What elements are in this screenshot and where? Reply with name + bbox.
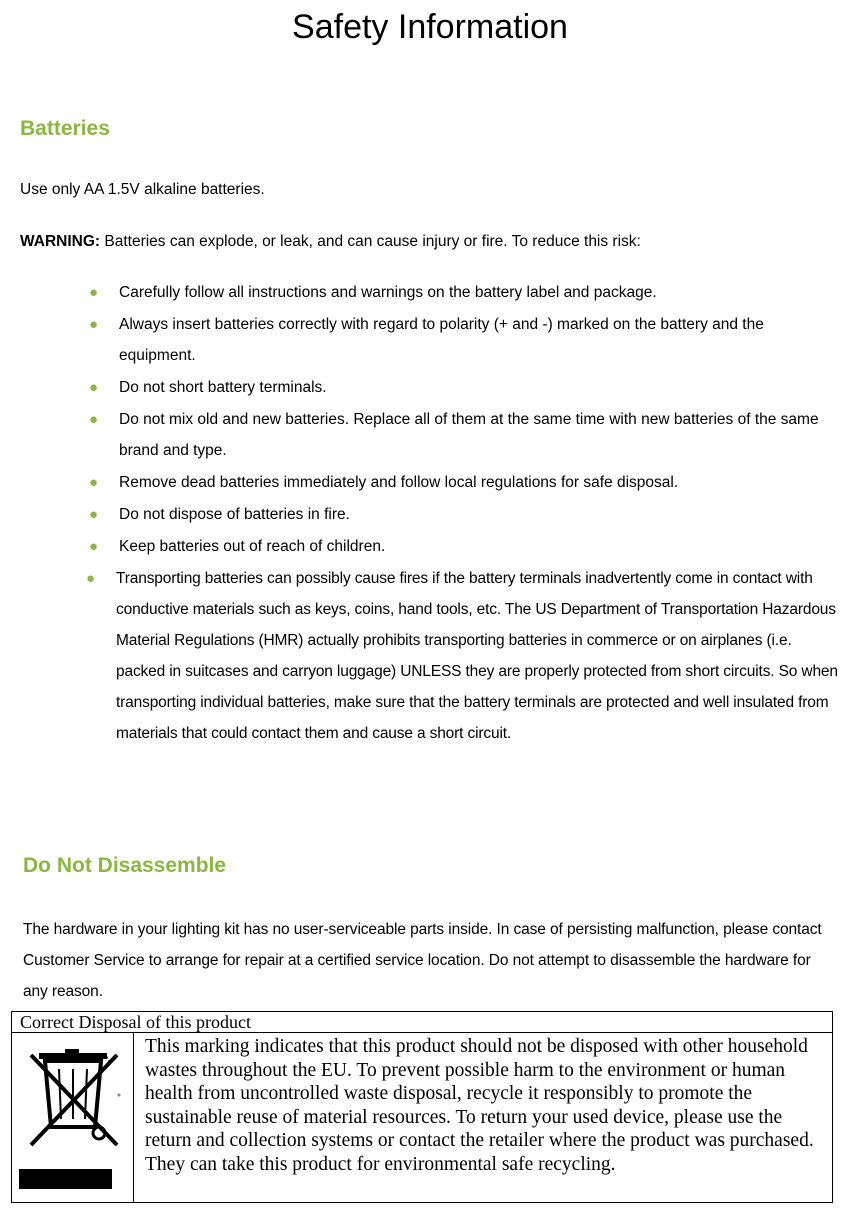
bullet-icon: ●	[89, 379, 99, 396]
bullet-icon: ●	[89, 474, 99, 491]
warning-label: WARNING:	[20, 233, 101, 250]
bullet-icon: ●	[89, 411, 99, 428]
bullet-icon: ●	[86, 570, 95, 587]
batteries-heading: Batteries	[20, 117, 110, 140]
disassemble-text: The hardware in your lighting kit has no user-serviceable parts inside. In case of persisting malfunction, please contact Customer Service to arrange for repair at a certified service location. Do not attempt to disassemble the hardware for any reason.	[23, 921, 822, 1000]
list-item: ● Do not short battery terminals.	[119, 372, 819, 403]
disposal-text: This marking indicates that this product should not be disposed with other household wastes throughout the EU. To prevent possible harm to the environment or human health from uncontrolled waste disposal, recycle it responsibly to promote the sustainable reuse of material resources. To return your used device, please use the return and collection systems or contact the retailer where the product was purchased. They can take this product for environmental safe recycling.	[145, 1036, 814, 1175]
disposal-notice	[11, 1011, 833, 1203]
list-item: ● Do not dispose of batteries in fire.	[119, 499, 819, 530]
bullet-icon: ●	[89, 316, 99, 333]
battery-type-note: Use only AA 1.5V alkaline batteries.	[20, 181, 265, 198]
list-item: ● Transporting batteries can possibly cause fires if the battery terminals inadvertently come in contact with conductive materials such as keys, coins, hand tools, etc. The US Department of Transportation Hazardous Material Regulations (HMR) actually prohibits transporting batteries in commerce or on airplanes (i.e. packed in suitcases and carryon luggage) UNLESS they are properly protected from short circuits. So when transporting individual batteries, make sure that the battery terminals are protected and well insulated from materials that could contact them and cause a short circuit.	[116, 563, 844, 749]
bullet-icon: ●	[89, 284, 99, 301]
list-item: ● Keep batteries out of reach of children.	[119, 531, 819, 562]
bullet-icon: ●	[89, 538, 99, 555]
disassemble-heading: Do Not Disassemble	[23, 854, 227, 877]
list-item: ● Always insert batteries correctly with regard to polarity (+ and -) marked on the battery and the equipment.	[119, 309, 819, 371]
bullet-icon: ●	[89, 506, 99, 523]
warning-paragraph	[20, 232, 641, 252]
warning-text: Batteries can explode, or leak, and can cause injury or fire. To reduce this risk:	[100, 233, 641, 250]
list-item: ● Remove dead batteries immediately and follow local regulations for safe disposal.	[119, 467, 819, 498]
list-item: ● Carefully follow all instructions and warnings on the battery label and package.	[119, 277, 819, 308]
list-item: ● Do not mix old and new batteries. Replace all of them at the same time with new batteries of the same brand and type.	[119, 404, 829, 466]
disposal-icon-cell	[12, 1033, 134, 1202]
weee-crossed-bin-icon	[13, 1035, 133, 1200]
page-title: Safety Information	[292, 8, 568, 46]
disposal-heading: Correct Disposal of this product	[12, 1012, 832, 1033]
